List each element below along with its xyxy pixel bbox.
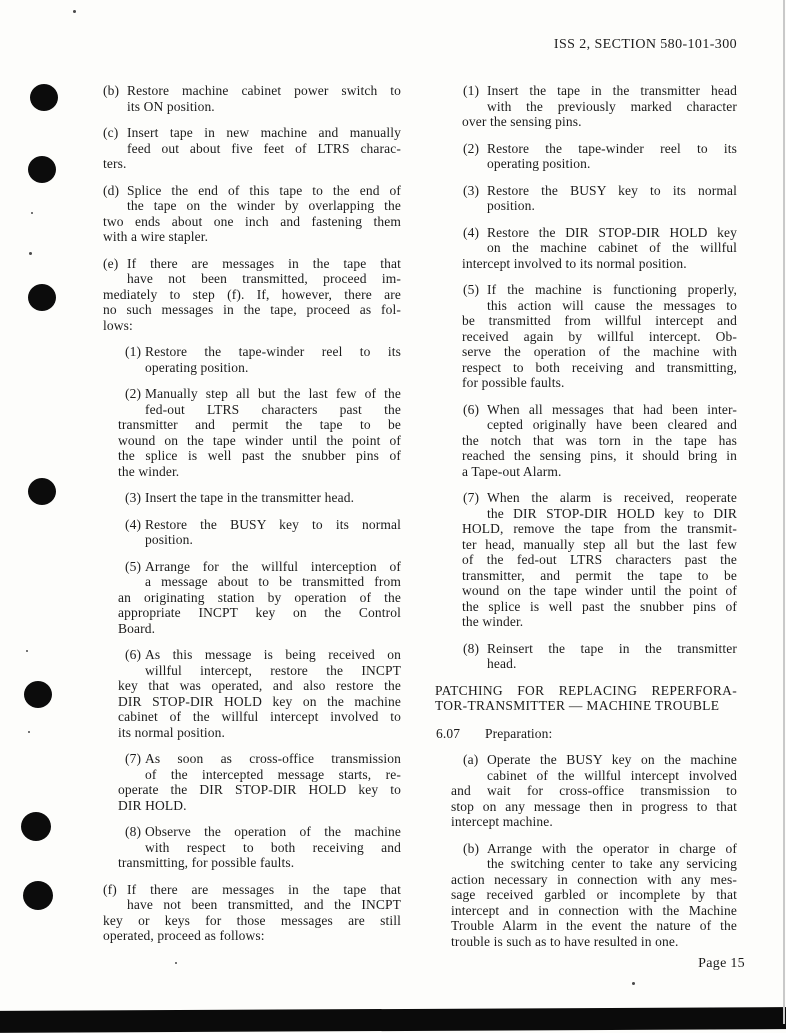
text-line: the DIR STOP-DIR HOLD key to DIR bbox=[487, 505, 737, 521]
text-line: operated, proceed as follows: bbox=[103, 928, 265, 943]
binder-hole bbox=[24, 681, 52, 708]
paragraph-3 bbox=[103, 490, 401, 506]
text-line: be transmitted from willful intercept and bbox=[462, 313, 737, 328]
binder-hole bbox=[30, 84, 58, 111]
paragraph-marker: (4) bbox=[463, 224, 480, 240]
text-line: DIR STOP-DIR HOLD key on the machine bbox=[118, 693, 401, 709]
paragraph-marker: (5) bbox=[463, 282, 480, 297]
text-line: (3) Restore the BUSY key to its normal bbox=[463, 182, 737, 198]
paragraph-c bbox=[103, 125, 401, 172]
paragraph-8 bbox=[103, 824, 401, 871]
text-line: (1) Insert the tape in the transmitter head bbox=[463, 83, 737, 98]
paragraph-marker: (6) bbox=[463, 401, 480, 417]
text-line: (1) Restore the tape-winder reel to its bbox=[125, 344, 401, 359]
text-line: (6) As this message is being received on bbox=[125, 647, 401, 662]
text-line: over the sensing pins. bbox=[462, 114, 582, 129]
text-line: operate the DIR STOP-DIR HOLD key to bbox=[118, 782, 401, 797]
text-line: (2) Restore the tape-winder reel to its bbox=[463, 140, 737, 156]
text-line: wound on the tape winder until the point of bbox=[462, 583, 737, 598]
paragraph-marker: (c) bbox=[103, 125, 119, 140]
text-line: key or keys for those messages are still bbox=[103, 912, 401, 928]
text-line: intercept involved to its normal position. bbox=[462, 255, 687, 271]
text-line: 6.07 Preparation: bbox=[436, 725, 553, 741]
text-line: key that was operated, and also restore the bbox=[118, 678, 401, 693]
text-line: head. bbox=[487, 656, 517, 671]
text-line: (2) Manually step all but the last few of the bbox=[125, 386, 401, 401]
text-line: position. bbox=[145, 532, 193, 547]
text-line: (5) If the machine is functioning properly, bbox=[463, 282, 737, 297]
binder-hole bbox=[28, 284, 56, 311]
text-line: (f) If there are messages in the tape that bbox=[103, 881, 401, 897]
text-line: received again by willful intercept. Ob- bbox=[462, 328, 737, 344]
text-line: (8) Observe the operation of the machine bbox=[125, 824, 401, 839]
scan-speck bbox=[632, 982, 635, 985]
paragraph-marker: (7) bbox=[463, 490, 480, 505]
binder-hole bbox=[23, 881, 53, 910]
text-line: wound on the tape winder until the point of bbox=[118, 432, 401, 448]
text-line: sage received garbled or incomplete by that bbox=[451, 887, 737, 902]
section-heading bbox=[435, 683, 737, 714]
paragraph-marker: (3) bbox=[125, 490, 142, 505]
text-line: (4) Restore the DIR STOP-DIR HOLD key bbox=[463, 224, 737, 240]
paragraph-marker: (7) bbox=[125, 751, 142, 766]
scan-speck bbox=[28, 731, 30, 733]
text-line: TOR-TRANSMITTER — MACHINE TROUBLE bbox=[435, 698, 720, 713]
paragraph-marker: (5) bbox=[125, 558, 142, 574]
text-line: cabinet of the willful intercept involved to bbox=[118, 709, 401, 724]
text-line: mediately to step (f). If, however, there are bbox=[103, 286, 401, 302]
text-line: (e) If there are messages in the tape that bbox=[103, 255, 401, 271]
text-line: have not been transmitted, and the INCPT bbox=[127, 897, 401, 912]
text-line: of the intercepted message starts, re- bbox=[145, 766, 401, 782]
text-line: a message about to be transmitted from bbox=[145, 574, 401, 589]
text-line: feed out about five feet of LTRS charac- bbox=[127, 140, 401, 156]
paragraph-marker: (1) bbox=[125, 344, 142, 359]
paragraph-marker: (3) bbox=[463, 182, 480, 198]
paragraph-8 bbox=[435, 641, 737, 672]
paragraph-marker: (b) bbox=[103, 83, 120, 98]
text-line: fed-out LTRS characters past the bbox=[145, 401, 401, 417]
text-line: the splice is well past the snubber pins of bbox=[118, 448, 401, 463]
text-line: the switching center to take any servicing bbox=[487, 856, 737, 871]
text-line: with respect to both receiving and bbox=[145, 839, 401, 855]
text-line: operating position. bbox=[487, 156, 591, 171]
text-line: a Tape-out Alarm. bbox=[462, 463, 562, 479]
text-line: (b) Restore machine cabinet power switch to bbox=[103, 83, 401, 98]
paragraph-marker: (8) bbox=[125, 824, 142, 839]
text-line: (7) As soon as cross-office transmission bbox=[125, 751, 401, 766]
text-line: an originating station by operation of the bbox=[118, 589, 401, 605]
text-line: cabinet of the willful intercept involved bbox=[487, 767, 737, 783]
paragraph-marker: (2) bbox=[125, 386, 142, 401]
binder-hole bbox=[28, 156, 56, 183]
text-line: appropriate INCPT key on the Control bbox=[118, 605, 401, 620]
text-line: two ends about one inch and fastening them bbox=[103, 213, 401, 229]
paragraph-b bbox=[435, 841, 737, 950]
text-line: trouble is such as to have resulted in one. bbox=[451, 933, 679, 949]
text-line: PATCHING FOR REPLACING REPERFORA- bbox=[435, 682, 737, 698]
text-line: the winder. bbox=[118, 463, 180, 479]
text-line: for possible faults. bbox=[462, 375, 565, 390]
paragraph-d bbox=[103, 183, 401, 245]
text-line: ters. bbox=[103, 156, 127, 171]
paragraph-3 bbox=[435, 183, 737, 214]
text-line: (a) Operate the BUSY key on the machine bbox=[463, 752, 737, 767]
paragraph-5 bbox=[103, 559, 401, 637]
text-line: (c) Insert tape in new machine and manually bbox=[103, 125, 401, 140]
text-line: on the machine cabinet of the willful bbox=[487, 240, 737, 255]
text-line: (7) When the alarm is received, reoperate bbox=[463, 490, 737, 505]
paragraph-5 bbox=[435, 282, 737, 391]
paragraph-6-07 bbox=[435, 726, 737, 742]
text-line: (b) Arrange with the operator in charge of bbox=[463, 840, 737, 856]
text-line: reached the sensing pins, it should bring in bbox=[462, 448, 737, 463]
text-line: cepted originally have been cleared and bbox=[487, 417, 737, 432]
scan-speck bbox=[29, 252, 32, 255]
scan-speck bbox=[73, 10, 76, 13]
text-line: (3) Insert the tape in the transmitter head. bbox=[125, 490, 355, 505]
paragraph-marker: (1) bbox=[463, 83, 480, 98]
paragraph-marker: (e) bbox=[103, 255, 119, 271]
paragraph-marker: (d) bbox=[103, 182, 120, 198]
text-line: (d) Splice the end of this tape to the end of bbox=[103, 182, 401, 198]
paragraph-7 bbox=[103, 751, 401, 813]
paragraph-6 bbox=[103, 647, 401, 740]
page-header: ISS 2, SECTION 580-101-300 bbox=[553, 37, 737, 52]
text-line: DIR HOLD. bbox=[118, 797, 187, 813]
text-line: position. bbox=[487, 198, 535, 213]
paragraph-marker: (4) bbox=[125, 516, 142, 532]
text-line: respect to both receiving and transmitting, bbox=[462, 359, 737, 375]
text-line: Board. bbox=[118, 620, 156, 636]
paragraph-marker: (8) bbox=[463, 640, 480, 656]
text-line: with a wire stapler. bbox=[103, 229, 209, 244]
paragraph-marker: (2) bbox=[463, 140, 480, 156]
text-line: the splice is well past the snubber pins of bbox=[462, 598, 737, 614]
paragraph-b bbox=[103, 83, 401, 114]
scan-speck bbox=[31, 212, 33, 214]
paragraph-marker: 6.07 bbox=[436, 725, 461, 741]
binder-hole bbox=[28, 478, 56, 505]
text-line: willful intercept, restore the INCPT bbox=[145, 662, 401, 678]
scan-speck bbox=[26, 650, 28, 652]
paragraph-1 bbox=[435, 83, 737, 130]
text-line: lows: bbox=[103, 317, 133, 333]
text-line: Trouble Alarm in the event the nature of the bbox=[451, 918, 737, 933]
text-line: action necessary in connection with any mes- bbox=[451, 871, 737, 887]
paragraph-marker: (6) bbox=[125, 647, 142, 662]
text-line: its normal position. bbox=[118, 724, 226, 740]
paragraph-6 bbox=[435, 402, 737, 480]
text-line: the winder. bbox=[462, 614, 524, 629]
text-line: (6) When all messages that had been inter- bbox=[463, 401, 737, 417]
text-line: transmitter, and permit the tape to be bbox=[462, 567, 737, 583]
paragraph-2 bbox=[435, 141, 737, 172]
text-line: (8) Reinsert the tape in the transmitter bbox=[463, 640, 737, 656]
text-line: HOLD, remove the tape from the transmit- bbox=[462, 521, 737, 536]
page-number: Page 15 bbox=[698, 956, 745, 971]
text-line: transmitting, for possible faults. bbox=[118, 855, 295, 870]
text-line: intercept machine. bbox=[451, 814, 553, 829]
text-line: transmitter and permit the tape to be bbox=[118, 417, 401, 432]
paragraph-marker: (a) bbox=[463, 752, 479, 767]
text-line: (4) Restore the BUSY key to its normal bbox=[125, 516, 401, 532]
text-line: this action will cause the messages to bbox=[487, 297, 737, 313]
text-line: serve the operation of the machine with bbox=[462, 344, 737, 359]
text-line: intercept and in connection with the Machine bbox=[451, 902, 737, 918]
text-line: operating position. bbox=[145, 359, 249, 375]
scan-edge-bar bbox=[0, 1007, 786, 1033]
paragraph-4 bbox=[103, 517, 401, 548]
paragraph-1 bbox=[103, 344, 401, 375]
text-line: of the fed-out LTRS characters past the bbox=[462, 552, 737, 567]
text-line: and wait for cross-office transmission to bbox=[451, 783, 737, 798]
paragraph-4 bbox=[435, 225, 737, 272]
text-line: the tape on the winder by overlapping the bbox=[127, 198, 401, 213]
scan-speck bbox=[175, 962, 177, 964]
text-line: have not been transmitted, proceed im- bbox=[127, 271, 401, 286]
page-edge-line bbox=[783, 0, 785, 1024]
paragraph-marker: (f) bbox=[103, 881, 117, 897]
right-column bbox=[435, 83, 737, 960]
text-line: its ON position. bbox=[127, 98, 215, 114]
text-line: the notch that was torn in the tape has bbox=[462, 432, 737, 448]
binder-hole bbox=[21, 812, 51, 841]
paragraph-marker: (b) bbox=[463, 840, 480, 856]
text-line: (5) Arrange for the willful interception of bbox=[125, 558, 401, 574]
paragraph-e bbox=[103, 256, 401, 334]
text-line: stop on any message then in progress to that bbox=[451, 798, 737, 814]
paragraph-7 bbox=[435, 490, 737, 630]
left-column bbox=[103, 83, 401, 955]
text-line: ter head, manually step all but the last few bbox=[462, 536, 737, 552]
paragraph-2 bbox=[103, 386, 401, 479]
paragraph-f bbox=[103, 882, 401, 944]
text-line: no such messages in the tape, proceed as fol- bbox=[103, 302, 401, 317]
paragraph-a bbox=[435, 752, 737, 830]
text-line: with the previously marked character bbox=[487, 98, 737, 114]
